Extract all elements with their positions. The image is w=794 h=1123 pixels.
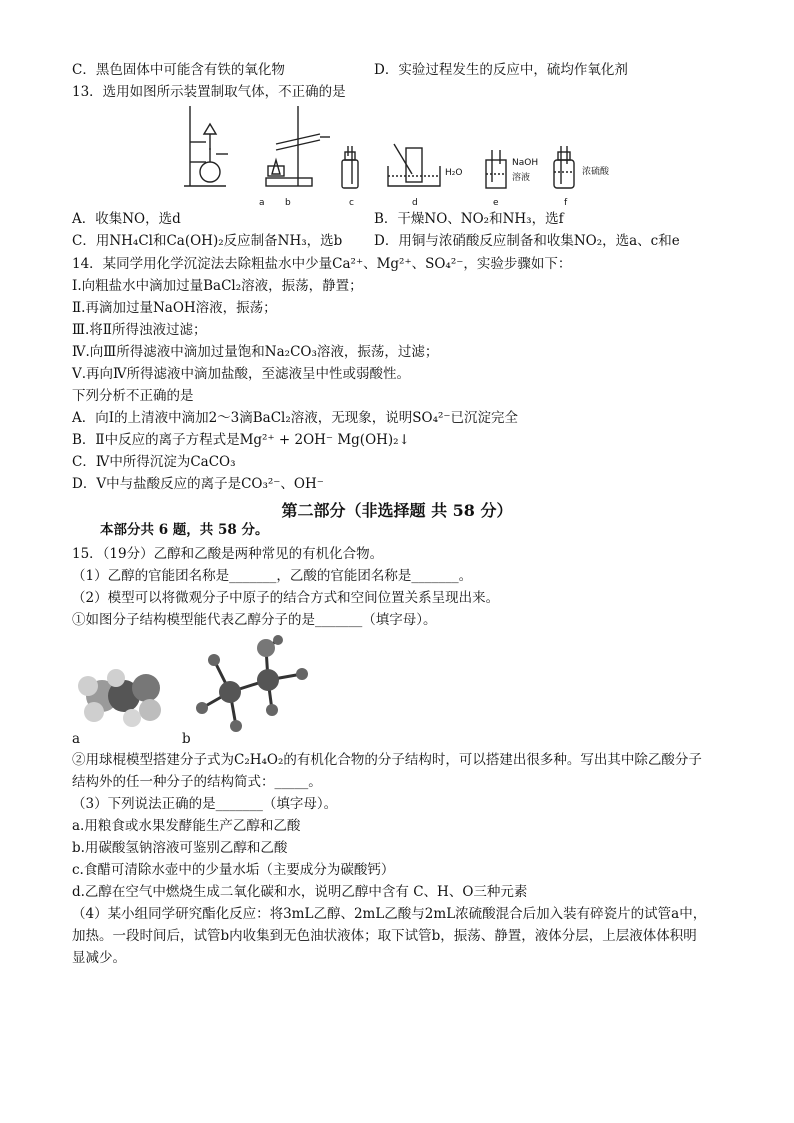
q14-step-2: Ⅱ.再滴加过量NaOH溶液，振荡； [72, 300, 277, 316]
q15-option-c: c.食醋可清除水壶中的少量水垢（主要成分为碳酸钙） [72, 862, 395, 878]
fig-label-d: d [412, 198, 418, 208]
model-a [78, 669, 161, 727]
q15-part2-2-line2: 结构外的任一种分子的结构简式：_____。 [72, 774, 322, 790]
q13-option-c: C．用NH₄Cl和Ca(OH)₂反应制备NH₃，选b [72, 233, 343, 249]
q14-step-4: Ⅳ.向Ⅲ所得滤液中滴加过量饱和Na₂CO₃溶液，振荡，过滤； [72, 344, 439, 360]
q14-step-5: Ⅴ.再向Ⅳ所得滤液中滴加盐酸，至滤液呈中性或弱酸性。 [72, 366, 411, 382]
q15-part3: （3）下列说法正确的是_______（填字母）。 [72, 796, 338, 812]
model-label-a: a [72, 731, 81, 747]
apparatus-a [184, 106, 228, 186]
q15-option-b: b.用碳酸氢钠溶液可鉴别乙醇和乙酸 [72, 840, 288, 856]
part2-subtitle: 本部分共 6 题，共 58 分。 [100, 522, 269, 538]
q15-part2-1: ①如图分子结构模型能代表乙醇分子的是_______（填字母）。 [72, 612, 437, 628]
fig-text-h2so4: 浓硫酸 [582, 167, 610, 177]
q13-stem: 13．选用如图所示装置制取气体，不正确的是 [72, 84, 346, 100]
q15-part4-line1: （4）某小组同学研究酯化反应：将3mL乙醇、2mL乙酸与2mL浓硫酸混合后加入装有碎瓷片的试管a中， [72, 906, 707, 922]
apparatus-c [342, 146, 358, 188]
q15-option-a: a.用粮食或水果发酵能生产乙醇和乙酸 [72, 818, 301, 834]
model-label-b: b [182, 731, 191, 747]
q14-step-3: Ⅲ.将Ⅱ所得浊液过滤； [72, 322, 207, 338]
apparatus-d [388, 144, 440, 186]
apparatus-b [266, 106, 330, 186]
q15-part1: （1）乙醇的官能团名称是_______，乙酸的官能团名称是_______。 [72, 568, 473, 584]
q13-option-b: B．干燥NO、NO₂和NH₃，选f [374, 211, 564, 227]
fig-label-f: f [564, 198, 568, 208]
q15-part4-line3: 显减少。 [72, 950, 126, 966]
q14-option-a: A．向Ⅰ的上清液中滴加2～3滴BaCl₂溶液，无现象，说明SO₄²⁻已沉淀完全 [72, 410, 519, 426]
q15-part2-2-line1: ②用球棍模型搭建分子式为C₂H₄O₂的有机化合物的分子结构时，可以搭建出很多种。写出其中除乙酸分子 [72, 752, 702, 768]
q13-option-a: A．收集NO，选d [72, 211, 181, 227]
q14-stem: 14．某同学用化学沉淀法去除粗盐水中少量Ca²⁺、Mg²⁺、SO₄²⁻，实验步骤如下： [72, 256, 572, 272]
q14-option-c: C．Ⅳ中所得沉淀为CaCO₃ [72, 454, 236, 470]
q13-option-d: D．用铜与浓硝酸反应制备和收集NO₂，选a、c和e [374, 233, 680, 249]
q14-step-1: Ⅰ.向粗盐水中滴加过量BaCl₂溶液，振荡，静置； [72, 278, 363, 294]
model-b [196, 635, 308, 732]
q15-part4-line2: 加热。一段时间后，试管b内收集到无色油状液体；取下试管b，振荡、静置，液体分层，上层液体体积明 [72, 928, 697, 944]
fig-label-e: e [493, 198, 499, 208]
q14-question: 下列分析不正确的是 [72, 388, 194, 404]
q14-option-d: D．Ⅴ中与盐酸反应的离子是CO₃²⁻、OH⁻ [72, 476, 324, 492]
fig-label-a: a [259, 198, 265, 208]
q12-option-c: C．黑色固体中可能含有铁的氧化物 [72, 62, 285, 78]
fig-label-c: c [349, 198, 354, 208]
apparatus-figure [180, 104, 620, 208]
apparatus-f [554, 146, 574, 188]
apparatus-e [486, 150, 506, 188]
molecule-models [72, 634, 322, 744]
fig-label-b: b [285, 198, 291, 208]
q14-option-b: B．Ⅱ中反应的离子方程式是Mg²⁺ + 2OH⁻ Mg(OH)₂↓ [72, 432, 410, 448]
q15-part2: （2）模型可以将微观分子中原子的结合方式和空间位置关系呈现出来。 [72, 590, 500, 606]
fig-text-naoh: NaOH [512, 158, 539, 168]
fig-text-solution: 溶液 [512, 173, 531, 183]
q15-stem: 15．（19分）乙醇和乙酸是两种常见的有机化合物。 [72, 546, 384, 562]
q15-option-d: d.乙醇在空气中燃烧生成二氧化碳和水，说明乙醇中含有 C、H、O三种元素 [72, 884, 528, 900]
part2-title: 第二部分（非选择题 共 58 分） [281, 501, 513, 520]
fig-text-h2o: H₂O [445, 168, 463, 178]
q12-option-d: D．实验过程发生的反应中，硫均作氧化剂 [374, 62, 628, 78]
